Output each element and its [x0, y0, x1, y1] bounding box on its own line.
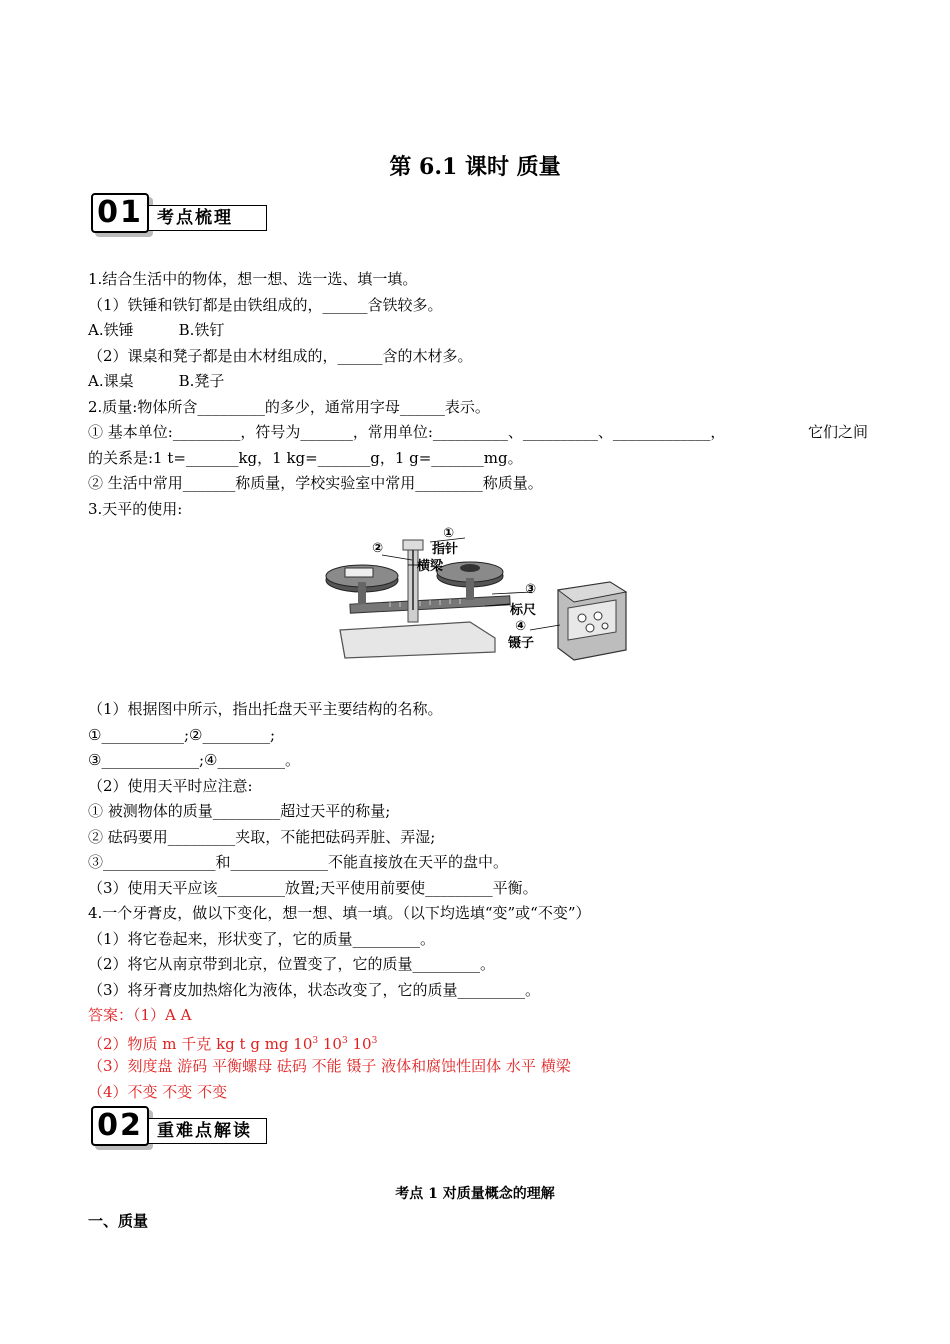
text-line: ③_______________和_____________不能直接放在天平的盘中。: [88, 853, 509, 871]
text-line: （2）使用天平时应注意:: [88, 776, 253, 795]
exponent: 3: [341, 1035, 348, 1046]
label-beam: 横梁: [417, 559, 444, 574]
label-scale: 标尺: [510, 603, 537, 618]
text-line: 3.天平的使用:: [88, 499, 183, 518]
text-line: A.铁锤 B.铁钉: [88, 321, 225, 339]
marker-2: ②: [372, 541, 384, 556]
text-line: 的关系是:1 t=_______kg，1 kg=_______g，1 g=_______mg。: [88, 448, 523, 467]
question-block-2: [88, 697, 868, 1105]
section-label: 重难点解读: [147, 1118, 267, 1144]
text-line: （3）将牙膏皮加热熔化为液体，状态改变了，它的质量_________。: [88, 980, 541, 999]
text-line: 4.一个牙膏皮，做以下变化，想一想、填一填。（以下均选填“变”或“不变”）: [88, 904, 591, 922]
exponent: 3: [312, 1035, 319, 1046]
text-line: （2）课桌和凳子都是由木材组成的，______含的木材多。: [88, 346, 473, 365]
answer-line: （3）刻度盘 游码 平衡螺母 砝码 不能 镊子 液体和腐蚀性固体 水平 横梁: [88, 1057, 571, 1075]
question-block-1: [88, 267, 868, 522]
section-number: 02: [91, 1106, 149, 1146]
text-line: A.课桌 B.凳子: [88, 372, 225, 390]
text-line: [88, 420, 868, 446]
page-title: 第 6.1 课时 质量: [389, 154, 561, 180]
section-badge-01: [91, 193, 269, 235]
exponent: 3: [371, 1035, 378, 1046]
section-number: 01: [91, 193, 149, 233]
text-line: （2）将它从南京带到北京，位置变了，它的质量_________。: [88, 955, 496, 973]
text-segment: ① 基本单位:_________，符号为_______，常用单位:__________、__________、_____________，: [88, 423, 726, 441]
text-line: ② 生活中常用_______称质量，学校实验室中常用_________称质量。: [88, 474, 543, 492]
text-line: 1.结合生活中的物体，想一想、选一选、填一填。: [88, 270, 418, 288]
text-line: （3）使用天平应该_________放置;天平使用前要使_________平衡。: [88, 878, 538, 897]
answer-line: （4）不变 不变 不变: [88, 1082, 228, 1101]
text-line: （1）将它卷起来，形状变了，它的质量_________。: [88, 929, 436, 948]
text-line: ③_____________;④_________。: [88, 751, 300, 769]
answer-text: 10: [347, 1034, 372, 1053]
subsection-heading: 一、质量: [88, 1212, 149, 1230]
answer-text: 10: [318, 1034, 342, 1053]
answer-text: （2）物质 m 千克 kg t g mg 10: [88, 1034, 313, 1053]
text-line: ① 被测物体的质量_________超过天平的称量;: [88, 802, 391, 820]
balance-figure: [320, 520, 632, 665]
marker-3: ③: [525, 582, 537, 597]
answer-line: 答案：（1）A A: [88, 1006, 192, 1024]
text-line: ② 砝码要用_________夹取，不能把砝码弄脏、弄湿;: [88, 827, 436, 846]
text-line: （1）铁锤和铁钉都是由铁组成的，______含铁较多。: [88, 295, 443, 314]
label-pointer: 指针: [432, 542, 459, 557]
marker-1: ①: [443, 526, 455, 541]
section-label: 考点梳理: [147, 205, 267, 231]
text-segment: 它们之间: [807, 423, 868, 441]
kaodian-heading: 考点 1 对质量概念的理解: [395, 1186, 555, 1202]
answer-line: [88, 1029, 868, 1055]
marker-4: ④: [515, 619, 527, 634]
section-badge-02: [91, 1106, 269, 1148]
text-line: 2.质量:物体所含_________的多少，通常用字母______表示。: [88, 397, 490, 416]
text-line: ①___________;②_________;: [88, 725, 276, 744]
label-tweezers: 镊子: [508, 636, 535, 651]
text-line: （1）根据图中所示，指出托盘天平主要结构的名称。: [88, 700, 443, 718]
